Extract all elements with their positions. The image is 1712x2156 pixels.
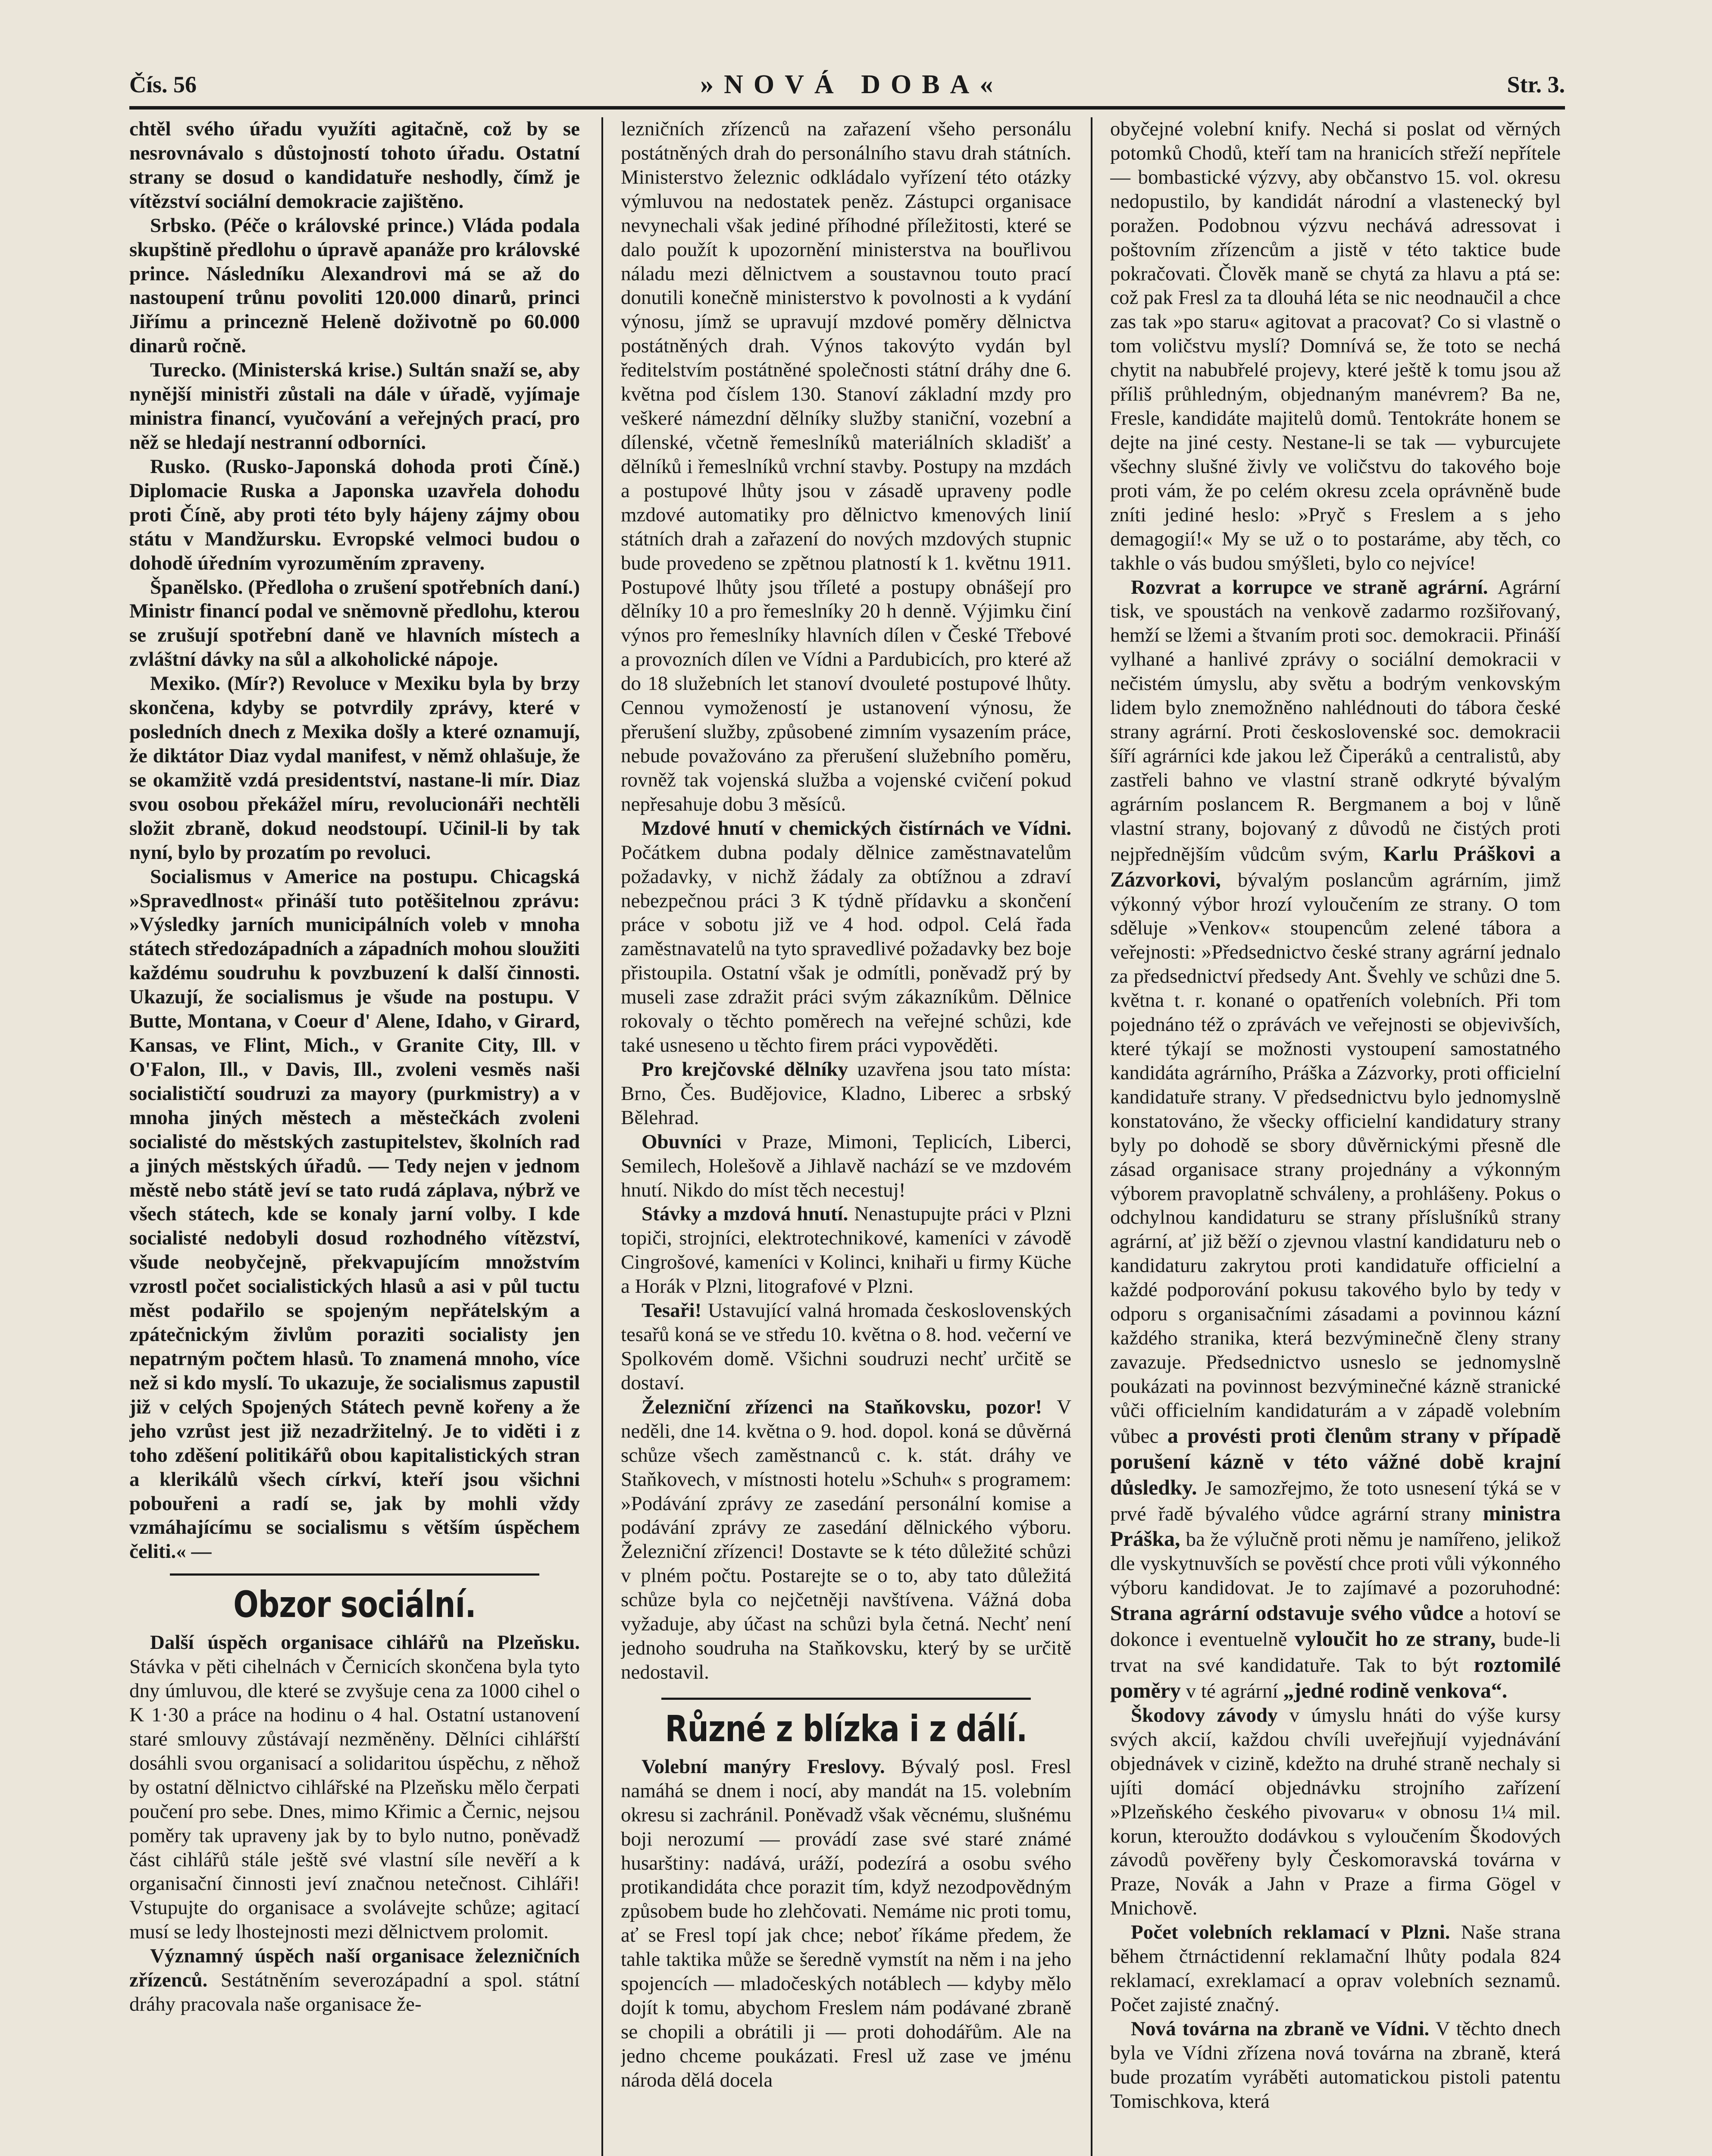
page-number: Str. 3.	[1507, 72, 1565, 97]
article-rusko	[129, 455, 580, 576]
article-text: bývalým poslancům agrárním, jimž výkonný výbor hrozí vyloučením ze strany. O tom sděluje »Venkov« stoupencům zelené tábora a veřejnosti: »Předsednictvo české strany agrární jednalo za předsednictví předsedy Ant. Švehly ve schůzi dne 5. května t. r. konané o opatřeních volebních. Při tom pojednáno též o zprávách ve veřejnosti se objevivších, které týkají se možnosti vystoupení samostatného kandidáta agrárního, Práška a Zázvorky, proti officielní kandidatuře strany. V předsednictvu bylo jednomyslně konstatováno, že všecky officielní kandidatury strany byly po dohodě se sbory důvěrnickými přesně dle zásad organisace strany projednány a výkonným výborem pravoplatně schváleny, a prohlášeny. Pokus o odchylnou kandidaturu se strany příslušníků strany agrární, ať již běží o zjevnou vlastní kandidaturu neb o kandidaturu zakrytou proti kandidatuře officielní a každé podporování pokusu takového bylo by tedy v odporu s organisačními zásadami a povinnou kázní každého stranika, která bezvýminečně členy strany zavazuje. Předsednictvo usneslo se jednomyslně poukázati na povinnost bezvýminečné kázně stranické vůči officielním kandidaturám a v západě volebním vůbec	[1110, 868, 1561, 1448]
article-heading: Obuvníci	[642, 1130, 722, 1153]
article-text: Vláda podala skupštině předlohu o úpravě apanáže pro královské prince. Následníku Alexandrovi má se až do nastoupení trůnu povoliti 120.000 dinarů, princi Jiřímu a princezně Heleně doživotně po 60.000 dinarů ročně.	[129, 214, 580, 357]
article-text: a hotoví se dokonce i eventuelně	[1110, 1602, 1561, 1651]
article-rozvrat	[1110, 576, 1561, 1704]
emphasis: Strana agrární odstavuje svého vůdce	[1110, 1601, 1464, 1625]
article-text: Agrární tisk, ve spoustách na venkově zadarmo rozšiřovaný, hemží se lžemi a štvaním proti soc. demokracii. Přináší vylhané a hanlivé zprávy o sociální demokracii v nečistém úmyslu, aby světu a bodrým venkovským lidem bylo znemožněno nahlédnouti do tábora české strany agrární. Proti československé soc. demokracii šíří agrárníci kde jakou lež Čiperáků a centralistů, aby zastřeli bahno ve vlastní straně odkryté bývalým agrárním poslancem R. Bergmanem a boj v lůně vlastní strany, bojovaný z důvodů ne čistých proti nejpřednějším vůdcům svým,	[1110, 576, 1561, 865]
section-heading: Různé z blízka i z dálí.	[661, 1698, 1031, 1751]
article-pocet	[1110, 1921, 1561, 2017]
article-heading: Stávky a mzdová hnutí.	[642, 1203, 848, 1225]
column-divider	[601, 117, 603, 2156]
article-text: Stávka v pěti cihelnách v Černicích skončena byla tyto dny úmluvou, dle které se zvyšuje cena za 1000 cihel o K 1·30 a práce na hodinu o 4 hal. Ostatní ustanovení staré smlouvy zůstávají nezměněny. Dělníci cihlářští dosáhli svou organisací a solidaritou úspěchu, z něhož by ostatní dělnictvo cihlářské na Plzeňsku mělo čerpati poučení pro sebe. Dnes, mimo Křimic a Černic, nejsou poměry tak upraveny jak by to bylo nutno, poněvadž část cihlářů stále ještě své vlastní síle nevěří a k organisační činnosti jeví značnou netečnost. Cihláři! Vstupujte do organisace a svolávejte schůze; agitací musí se ledy lhostejnosti mezi dělnictvem prolomit.	[129, 1655, 580, 1943]
article-heading: Rusko. (Rusko-Japonská dohoda proti Číně.)	[150, 455, 580, 478]
article-mzdove	[621, 817, 1071, 1058]
article-text: Ustavující valná hromada československých tesařů koná se ve středu 10. května o 8. hod. večerní ve Spolkovém domě. Všichni soudruzi nechť určitě se dostaví.	[621, 1299, 1071, 1394]
article-text: Počátkem dubna podaly dělnice zaměstnavatelům požadavky, v nichž žádaly za obtížnou a zdraví nebezpečnou práci 3 K týdně přídavku a skončení práce v sobotu již ve 4 hod. odpol. Celá řada zaměstnavatelů na tyto spravedlivé požadavky bez boje přistoupila. Ostatní však je odmítli, poněvadž prý by museli zase zdražit práci svým zákazníkům. Dělnice rokovaly o těchto poměrech na veřejné schůzi, kde také usneseno u těchto firem práci vypověděti.	[621, 841, 1071, 1057]
article-spanelsko	[129, 576, 580, 672]
article-skodovy	[1110, 1704, 1561, 1921]
article-stavky	[621, 1202, 1071, 1299]
article-srbsko	[129, 214, 580, 359]
article-heading: Železniční zřízenci na Staňkovsku, pozor!	[642, 1395, 1042, 1418]
article-heading: Španělsko. (Předloha o zrušení spotřebních daní.)	[150, 576, 580, 599]
article-mexiko	[129, 672, 580, 865]
article-text: Diplomacie Ruska a Japonska uzavřela dohodu proti Číně, aby proti této byly hájeny zájmy obou státu v Mandžursku. Evropské velmoci budou o dohodě úředním vyrozuměním zpraveny.	[129, 479, 580, 574]
masthead-rule	[129, 106, 1565, 110]
article-text: Revoluce v Mexiku byla by brzy skončena, kdyby se potvrdily zprávy, které v posledních dnech z Mexika došly a které oznamují, že diktátor Diaz vydal manifest, v němž ohlašuje, že se okamžitě vzdá presidentství, nastane-li mír. Diaz svou osobou překážel míru, revolucionáři nechtěli složit zbraně, dokud neodstoupí. Učinil-li by tak nyní, bylo by prozatím po revoluci.	[129, 672, 580, 864]
article-continuation: obyčejné volební knify. Nechá si poslat od věrných potomků Chodů, kteří tam na hranicích střeží nepřítele — bombastické výzvy, aby občanstvo 15. vol. okresu nedopustilo, by kandidát národní a vlastenecký byl poražen. Podobnou výzvu nechává adressovat i poštovním zřízencům a jistě v této taktice bude pokračovati. Člověk maně se chytá za hlavu a ptá se: což pak Fresl za ta dlouhá léta se nic neodnaučil a chce zas tak »po staru« agitovat a pracovat? Co si vlastně o tom voličstvu myslí? Domnívá se, že toto se nechá chytit na nabubřelé projevy, které ještě k tomu jsou až příliš průhledným, objednaným manévrem? Ba ne, Fresle, kandidáte majitelů domů. Tentokráte honem se dejte na jiné cesty. Nestane-li se tak — vyburcujete všechny slušné živly ve voličstvu do takového boje proti vám, že po celém okresu zcela oprávněně bude zníti jediné heslo: »Pryč s Freslem a s jeho demagogií!« My se už o to postaráme, aby těch, co takhle o vás budou smýšleti, bylo co nejvíce!	[1110, 118, 1561, 574]
article-heading: Volební manýry Freslovy.	[642, 1755, 885, 1778]
newspaper-title: »NOVÁ DOBA«	[700, 69, 1004, 99]
section-heading: Obzor sociální.	[170, 1573, 539, 1626]
issue-number: Čís. 56	[129, 72, 197, 97]
article-continuation: chtěl svého úřadu využíti agitačně, což by se nesrovnávalo s důstojností tohoto úřadu. Ostatní strany se dosud o kandidatuře neshodly, čímž je vítězství sociální demokracie zajištěno.	[129, 118, 580, 213]
article-text: Nenastupujte práci v Plzni topiči, strojníci, elektrotechnikové, kameníci v závodě Cingrošové, kameníci v Kolinci, knihaři u firmy Küche a Horák v Plzni, litografové v Plzni.	[621, 1203, 1071, 1298]
article-text: Ministr financí podal ve sněmovně předlohu, kterou se zrušují spotřební daně ve hlavních místech a zvláštní dávky na sůl a alkoholické nápoje.	[129, 600, 580, 671]
column-3	[1110, 117, 1561, 2156]
emphasis: a provésti proti členům strany v případě porušení kázně v této vážné době krajní důsledky.	[1110, 1423, 1561, 1499]
article-text: Je samozřejmo, že toto usnesení týká se v prvé řadě bývalého vůdce agrární strany	[1110, 1476, 1561, 1525]
article-text: v úmyslu hnáti do výše kursy svých akcií, každou chvíli uveřejňují vyjednávání objednávek v cizině, kdežto na druhé straně nechaly si ujíti domácí objednávku strojního zařízení »Plzeňského českého pivovaru« v obnosu 1¼ mil. korun, kteroužto dodávkou s vyloučením Škodových závodů pověřeny byly Českomoravská továrna v Praze, Novák a Jahn v Praze a firma Gögel v Mnichově.	[1110, 1704, 1561, 1920]
emphasis: ministra Práška,	[1110, 1501, 1561, 1551]
article-heading: Socialismus v Americe na postupu.	[150, 865, 478, 888]
article-obuvnici	[621, 1130, 1071, 1203]
article-text: Naše strana během čtrnáctidenní reklamační lhůty podala 824 reklamací, exreklamací a oprav volebních seznamů. Počet zajisté značný.	[1110, 1921, 1561, 2016]
article-tesari	[621, 1299, 1071, 1395]
article-text: Sultán snaží se, aby nynější ministři zůstali na dále v úřadě, vyjímaje ministra financí, vyučování a veřejných prací, pro něž se hledají nestranní odborníci.	[129, 359, 580, 454]
article-text: Chicagská »Spravedlnost« přináší tuto potěšitelnou zprávu: »Výsledky jarních municipálních voleb v mnoha státech středozápadních a západních mohou sloužiti každému soudruhu k povzbuzení k další činnosti. Ukazují, že socialismus je všude na postupu. V Butte, Montana, v Coeur d' Alene, Idaho, v Girard, Kansas, ve Flint, Mich., v Granite City, Ill. v O'Falon, Ill., v Davis, Ill., zvoleni vesměs naši socialističtí soudruzi za mayory (purkmistry) a v mnoha jiných městech a městečkách zvoleni socialisté do městských zastupitelstev, školních rad a jiných městských úřadů. — Tedy nejen v jednom městě nebo státě jeví se tato rudá záplava, nýbrž ve všech státech, kde se konaly jarní volby. I kde socialisté nedobyli dosud rozhodného vítězství, všude neobyčejně, překvapujícím množstvím vzrostl počet socialistických hlasů a asi v půl tuctu měst podařilo se spojeným nepřátelským a zpátečnickým živlům poraziti socialisty jen nepatrným počtem hlasů. To znamená mnoho, více než si kdo myslí. To ukazuje, že socialismus zapustil již v celých Spojených Státech pevně kořeny a že jeho vzrůst jest již nezadržitelný. Je to viděti i z toho zděšení politikářů obou kapitalistických stran a klerikálů všech církví, kteří jsou všichni pobouřeni a radí se, jak by mohli vždy vzmáhajícímu se socialismu s větším úspěchem čeliti.« —	[129, 865, 580, 1563]
article-heading: Počet volebních reklamací v Plzni.	[1131, 1921, 1450, 1944]
article-heading: Mexiko. (Mír?)	[150, 672, 285, 695]
article-text: v Praze, Mimoni, Teplicích, Liberci, Semilech, Holešově a Jihlavě nachází se ve mzdovém hnutí. Nikdo do míst těch necestuj!	[621, 1130, 1071, 1201]
article-text: bude-li trvat na své kandidatuře. Tak to být	[1110, 1628, 1561, 1677]
article-heading: Mzdové hnutí v chemických čistírnách ve Vídni.	[642, 817, 1071, 840]
article-heading: Tesaři!	[642, 1299, 702, 1322]
article-stankov	[621, 1395, 1071, 1685]
article-zeleznice	[129, 1944, 580, 2017]
article-heading: Další úspěch organisace cihlářů na Plzeňsku.	[150, 1631, 580, 1654]
emphasis: „jedné rodině venkova“.	[1283, 1678, 1508, 1702]
article-text: ba že výlučně proti němu je namířeno, jelikož dle vyskytnuvších se pověstí chce proti vůli výkonného výboru kandidovat. Je to zajímavé a pozoruhodné:	[1110, 1528, 1561, 1599]
article-text: V těchto dnech byla ve Vídni zřízena nová továrna na zbraně, která bude prozatím vyráběti automatickou pistoli patentu Tomischkova, která	[1110, 2017, 1561, 2112]
emphasis: roztomilé poměry	[1110, 1652, 1561, 1702]
article-text: V neděli, dne 14. května o 9. hod. dopol. koná se důvěrná schůze všech zaměstnanců c. k. stát. dráhy ve Staňkovech, v místnosti hotelu »Schuh« s programem: »Podávání zprávy ze zasedání personální komise a podávání zprávy ze zasedání dělnického výboru. Železniční zřízenci! Dostavte se k této důležité schůzi v plném počtu. Postarejte se o to, aby tato důležitá schůze byla co nejčetněji navštívena. Vážná doba vyžaduje, aby účast na schůzi byla četná. Nechť není jednoho soudruha na Staňkovsku, který by se určitě nedostavil.	[621, 1395, 1071, 1683]
article-continuation: lezničních zřízenců na zařazení všeho personálu postátněných drah do personálního stavu drah státních. Ministerstvo železnic odkládalo vyřízení této otázky výmluvou na nedostatek peněz. Zástupci organisace nevynechali však jediné příhodné příležitosti, které se dalo použít k upozornění ministerstva na bouřlivou náladu mezi dělnictvem a soustavnou touto prací donutili konečně ministerstvo k povolnosti a k vydání výnosu, jímž se upravují mzdové poměry dělnictva postátněných drah. Výnos takovýto vydán byl ředitelstvím postátněné společnosti státní dráhy dne 6. května pod číslem 130. Stanoví základní mzdy pro veškeré námezdní dělníky služby staniční, vozební a dílenské, včetně řemeslníků materiálních skladišť a dělníků i řemeslníků vrchní stavby. Postupy na mzdách a postupové lhůty jsou v zásadě upraveny podle mzdové automatiky pro dělnictvo kmenových linií státních drah a zařazení do nových mzdových stupnic bude provedeno se zpětnou platností k 1. květnu 1911. Postupové lhůty jsou tříleté a postupy obnášejí pro dělníky 10 a pro řemeslníky 20 h denně. Výjimku činí výnos pro řemeslníky hlavních dílen v České Třebové a provozních dílen ve Vídni a Pardubicích, pro které až do 18 služebních let stanoví dvouleté postupové lhůty. Cennou vymožeností je ustanovení výnosu, že přerušení služby, způsobené zimním vysazením práce, nebude považováno za přerušení služebního poměru, rovněž tak vojenská služba a vojenské cvičení pokud nepřesahuje dobu 3 měsíců.	[621, 118, 1071, 815]
emphasis: Karlu Práškovi a Zázvorkovi,	[1110, 841, 1561, 891]
article-heading: Významný úspěch naší organisace železničních zřízenců.	[129, 1945, 580, 1992]
article-text: uzavřena jsou tato místa: Brno, Čes. Budějovice, Kladno, Liberec a srbský Bělehrad.	[621, 1058, 1071, 1129]
article-text: v té agrární	[1186, 1680, 1278, 1702]
article-heading: Nová továrna na zbraně ve Vídni.	[1131, 2017, 1430, 2040]
article-heading: Turecko. (Ministerská krise.)	[150, 359, 403, 382]
article-text: Bývalý posl. Fresl namáhá se dnem i nocí, aby mandát na 15. volebním okresu si zachránil. Poněvadž však věcnému, slušnému boji nerozumí — provádí zase své staré známé husarštiny: nadává, uráží, podezírá a osobu svého protikandidáta chce porazit tím, když nezodpovědným způsobem bude ho zlehčovati. Nemáme nic proti tomu, ať se Fresl topí jak chce; neboť říkáme předem, že tahle taktika může se šeredně vymstít na něm i na jeho spojencích — mladočeských notáblech — kdyby mělo dojít k tomu, abychom Freslem nám podávané zbraně se chopili a obrátili ji — proti dohodářům. Ale na jedno chceme poukázati. Fresl už zase ve jménu národa dělá docela	[621, 1755, 1071, 2091]
article-text: Sestátněním severozápadní a spol. státní dráhy pracovala naše organisace že-	[129, 1969, 580, 2016]
article-turecko	[129, 358, 580, 455]
article-amerika	[129, 865, 580, 1564]
article-cihlari	[129, 1631, 580, 1944]
emphasis: vyloučit ho ze strany,	[1294, 1626, 1496, 1651]
column-1	[129, 117, 580, 2156]
article-heading: Pro krejčovské dělníky	[642, 1058, 848, 1081]
article-heading: Rozvrat a korrupce ve straně agrární.	[1131, 576, 1488, 599]
column-2	[621, 117, 1071, 2156]
article-heading: Škodovy závody	[1131, 1704, 1278, 1727]
article-tovarna	[1110, 2017, 1561, 2114]
article-heading: Srbsko. (Péče o královské prince.)	[150, 214, 454, 237]
article-manyry	[621, 1755, 1071, 2093]
column-divider	[1091, 117, 1092, 2156]
masthead	[129, 65, 1565, 104]
article-krejci	[621, 1058, 1071, 1130]
